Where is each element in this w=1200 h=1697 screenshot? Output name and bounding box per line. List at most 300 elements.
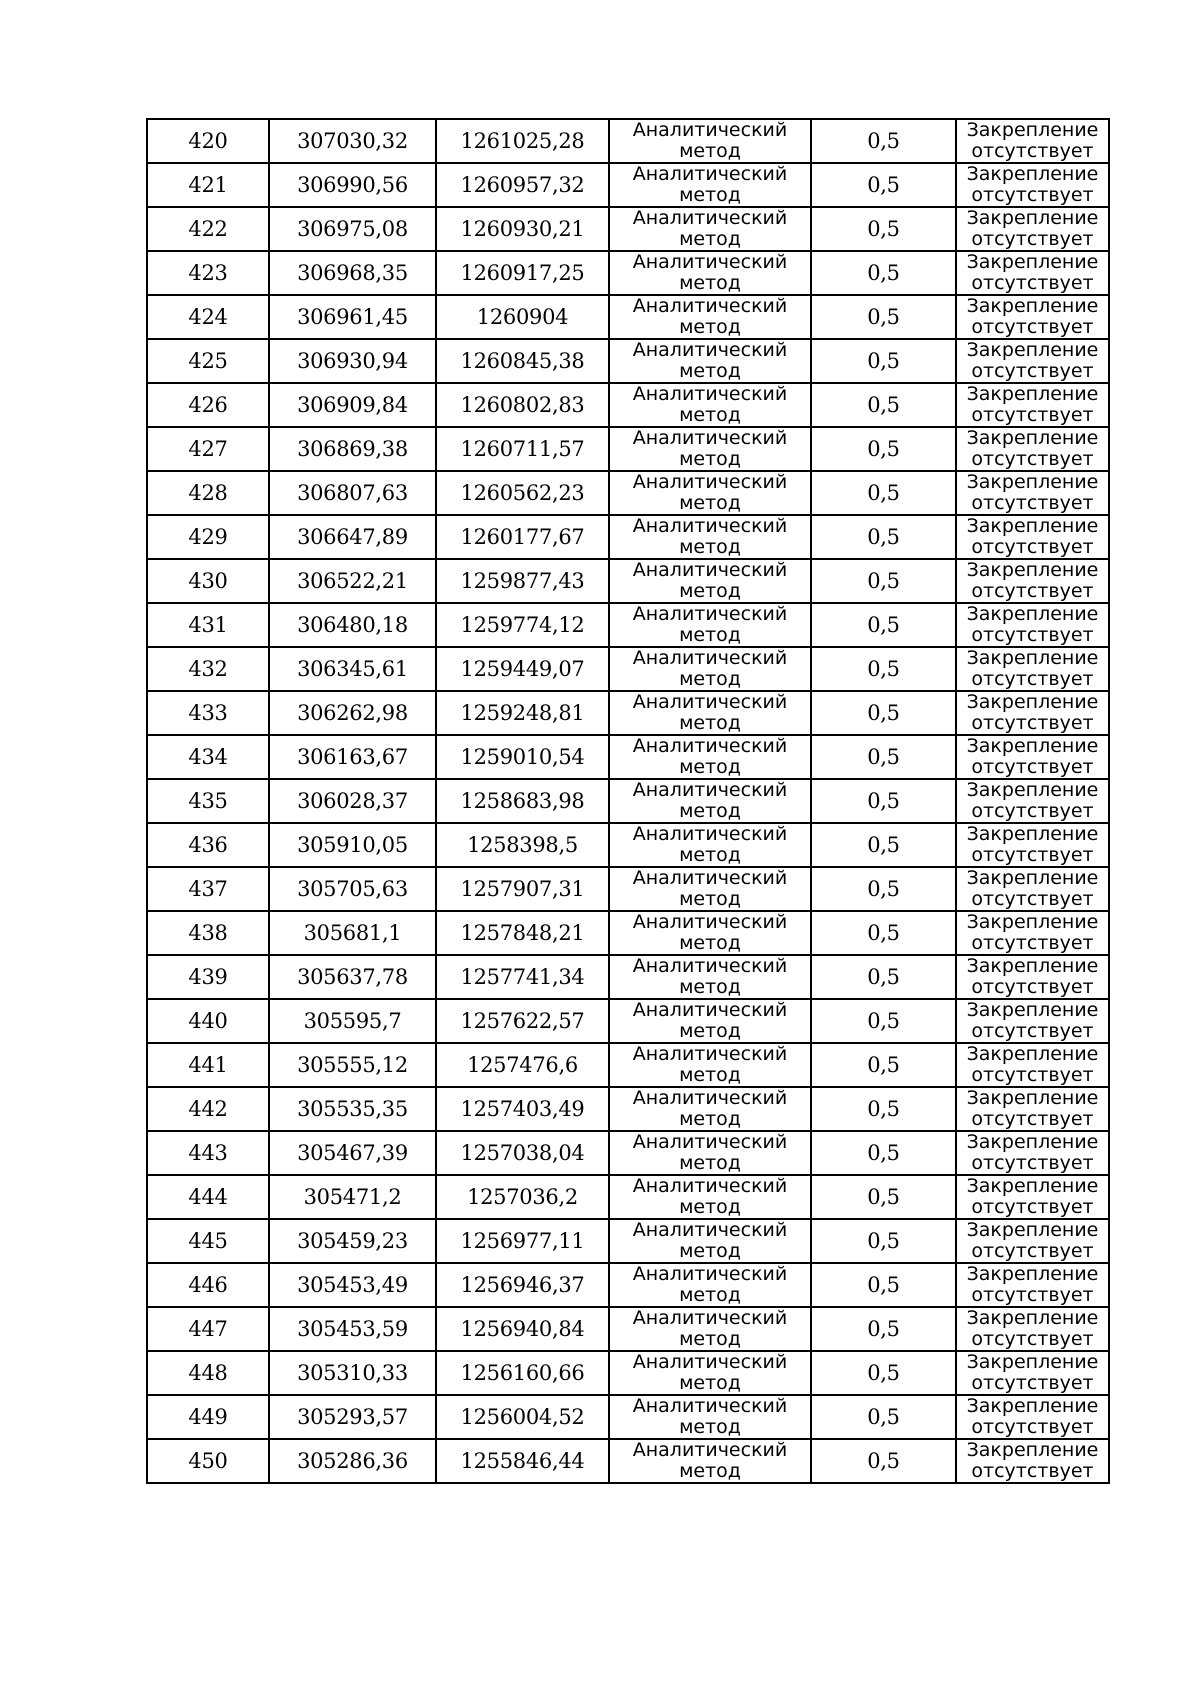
point-number-cell: 424 — [147, 295, 269, 339]
fixing-cell — [956, 383, 1109, 427]
fixing-cell-line-2: отсутствует — [971, 1284, 1094, 1306]
x-coordinate-cell: 306968,35 — [269, 251, 436, 295]
x-coordinate-cell: 305459,23 — [269, 1219, 436, 1263]
method-cell-line-2: метод — [679, 1196, 741, 1218]
fixing-cell-line-1: Закрепление — [966, 999, 1099, 1021]
table-row — [147, 779, 1109, 823]
x-coordinate-cell: 306930,94 — [269, 339, 436, 383]
accuracy-cell: 0,5 — [811, 383, 956, 427]
y-coordinate-cell: 1261025,28 — [436, 119, 609, 163]
method-cell-line-2: метод — [679, 668, 741, 690]
method-cell-line-1: Аналитический — [632, 603, 788, 625]
method-cell-line-2: метод — [679, 1020, 741, 1042]
method-cell — [609, 779, 811, 823]
fixing-cell-line-2: отсутствует — [971, 228, 1094, 250]
method-cell-line-2: метод — [679, 1284, 741, 1306]
accuracy-cell: 0,5 — [811, 163, 956, 207]
y-coordinate-cell: 1260930,21 — [436, 207, 609, 251]
x-coordinate-cell: 306262,98 — [269, 691, 436, 735]
fixing-cell-line-2: отсутствует — [971, 800, 1094, 822]
method-cell-line-1: Аналитический — [632, 471, 788, 493]
method-cell-line-1: Аналитический — [632, 383, 788, 405]
y-coordinate-cell: 1257907,31 — [436, 867, 609, 911]
fixing-cell-line-1: Закрепление — [966, 1175, 1099, 1197]
accuracy-cell: 0,5 — [811, 1087, 956, 1131]
fixing-cell-line-1: Закрепление — [966, 1395, 1099, 1417]
method-cell-line-1: Аналитический — [632, 955, 788, 977]
x-coordinate-cell: 305310,33 — [269, 1351, 436, 1395]
method-cell-line-2: метод — [679, 492, 741, 514]
method-cell-line-1: Аналитический — [632, 339, 788, 361]
method-cell — [609, 1087, 811, 1131]
point-number-cell: 440 — [147, 999, 269, 1043]
accuracy-cell: 0,5 — [811, 339, 956, 383]
fixing-cell-line-2: отсутствует — [971, 668, 1094, 690]
point-number-cell: 426 — [147, 383, 269, 427]
table-row — [147, 1439, 1109, 1483]
fixing-cell — [956, 1351, 1109, 1395]
accuracy-cell: 0,5 — [811, 691, 956, 735]
method-cell — [609, 1307, 811, 1351]
fixing-cell-line-1: Закрепление — [966, 119, 1099, 141]
accuracy-cell: 0,5 — [811, 779, 956, 823]
method-cell-line-2: метод — [679, 580, 741, 602]
method-cell-line-1: Аналитический — [632, 295, 788, 317]
method-cell-line-1: Аналитический — [632, 515, 788, 537]
point-number-cell: 425 — [147, 339, 269, 383]
fixing-cell-line-2: отсутствует — [971, 536, 1094, 558]
y-coordinate-cell: 1260917,25 — [436, 251, 609, 295]
method-cell — [609, 1263, 811, 1307]
fixing-cell-line-1: Закрепление — [966, 603, 1099, 625]
method-cell — [609, 1395, 811, 1439]
y-coordinate-cell: 1259877,43 — [436, 559, 609, 603]
fixing-cell-line-1: Закрепление — [966, 471, 1099, 493]
method-cell-line-1: Аналитический — [632, 823, 788, 845]
method-cell-line-2: метод — [679, 140, 741, 162]
fixing-cell-line-2: отсутствует — [971, 932, 1094, 954]
fixing-cell-line-2: отсутствует — [971, 624, 1094, 646]
method-cell — [609, 427, 811, 471]
accuracy-cell: 0,5 — [811, 1219, 956, 1263]
y-coordinate-cell: 1256977,11 — [436, 1219, 609, 1263]
fixing-cell-line-1: Закрепление — [966, 691, 1099, 713]
accuracy-cell: 0,5 — [811, 515, 956, 559]
fixing-cell-line-1: Закрепление — [966, 867, 1099, 889]
y-coordinate-cell: 1257403,49 — [436, 1087, 609, 1131]
table-row — [147, 1351, 1109, 1395]
x-coordinate-cell: 306909,84 — [269, 383, 436, 427]
point-number-cell: 429 — [147, 515, 269, 559]
fixing-cell — [956, 515, 1109, 559]
method-cell-line-1: Аналитический — [632, 251, 788, 273]
method-cell — [609, 911, 811, 955]
method-cell-line-1: Аналитический — [632, 1307, 788, 1329]
method-cell — [609, 1175, 811, 1219]
fixing-cell — [956, 163, 1109, 207]
x-coordinate-cell: 306028,37 — [269, 779, 436, 823]
fixing-cell-line-1: Закрепление — [966, 515, 1099, 537]
y-coordinate-cell: 1255846,44 — [436, 1439, 609, 1483]
method-cell — [609, 251, 811, 295]
accuracy-cell: 0,5 — [811, 647, 956, 691]
method-cell-line-1: Аналитический — [632, 1043, 788, 1065]
y-coordinate-cell: 1257848,21 — [436, 911, 609, 955]
table-row — [147, 647, 1109, 691]
accuracy-cell: 0,5 — [811, 1043, 956, 1087]
x-coordinate-cell: 306647,89 — [269, 515, 436, 559]
x-coordinate-cell: 305910,05 — [269, 823, 436, 867]
x-coordinate-cell: 305453,49 — [269, 1263, 436, 1307]
method-cell — [609, 295, 811, 339]
method-cell-line-2: метод — [679, 272, 741, 294]
fixing-cell-line-2: отсутствует — [971, 976, 1094, 998]
method-cell-line-2: метод — [679, 624, 741, 646]
fixing-cell — [956, 1439, 1109, 1483]
point-number-cell: 438 — [147, 911, 269, 955]
table-row — [147, 1395, 1109, 1439]
y-coordinate-cell: 1260562,23 — [436, 471, 609, 515]
table-row — [147, 119, 1109, 163]
point-number-cell: 431 — [147, 603, 269, 647]
fixing-cell-line-1: Закрепление — [966, 1439, 1099, 1461]
method-cell-line-2: метод — [679, 976, 741, 998]
x-coordinate-cell: 306961,45 — [269, 295, 436, 339]
fixing-cell-line-2: отсутствует — [971, 1152, 1094, 1174]
accuracy-cell: 0,5 — [811, 1175, 956, 1219]
method-cell — [609, 1043, 811, 1087]
fixing-cell — [956, 867, 1109, 911]
x-coordinate-cell: 306345,61 — [269, 647, 436, 691]
point-number-cell: 439 — [147, 955, 269, 999]
table-row — [147, 383, 1109, 427]
table-row — [147, 559, 1109, 603]
table-row — [147, 955, 1109, 999]
table-row — [147, 1131, 1109, 1175]
accuracy-cell: 0,5 — [811, 1351, 956, 1395]
point-number-cell: 434 — [147, 735, 269, 779]
y-coordinate-cell: 1258683,98 — [436, 779, 609, 823]
fixing-cell — [956, 1131, 1109, 1175]
method-cell-line-1: Аналитический — [632, 999, 788, 1021]
fixing-cell-line-1: Закрепление — [966, 207, 1099, 229]
y-coordinate-cell: 1259774,12 — [436, 603, 609, 647]
method-cell-line-2: метод — [679, 1108, 741, 1130]
x-coordinate-cell: 305286,36 — [269, 1439, 436, 1483]
y-coordinate-cell: 1260177,67 — [436, 515, 609, 559]
fixing-cell-line-1: Закрепление — [966, 383, 1099, 405]
fixing-cell-line-1: Закрепление — [966, 823, 1099, 845]
y-coordinate-cell: 1257038,04 — [436, 1131, 609, 1175]
fixing-cell — [956, 603, 1109, 647]
fixing-cell-line-1: Закрепление — [966, 1131, 1099, 1153]
method-cell-line-2: метод — [679, 756, 741, 778]
point-number-cell: 446 — [147, 1263, 269, 1307]
method-cell — [609, 163, 811, 207]
method-cell-line-2: метод — [679, 184, 741, 206]
fixing-cell-line-1: Закрепление — [966, 295, 1099, 317]
x-coordinate-cell: 305293,57 — [269, 1395, 436, 1439]
method-cell-line-1: Аналитический — [632, 867, 788, 889]
fixing-cell-line-1: Закрепление — [966, 559, 1099, 581]
x-coordinate-cell: 305453,59 — [269, 1307, 436, 1351]
fixing-cell-line-2: отсутствует — [971, 1108, 1094, 1130]
fixing-cell-line-2: отсутствует — [971, 888, 1094, 910]
method-cell — [609, 471, 811, 515]
method-cell-line-2: метод — [679, 888, 741, 910]
method-cell — [609, 207, 811, 251]
y-coordinate-cell: 1258398,5 — [436, 823, 609, 867]
method-cell — [609, 691, 811, 735]
fixing-cell-line-1: Закрепление — [966, 251, 1099, 273]
accuracy-cell: 0,5 — [811, 251, 956, 295]
method-cell — [609, 515, 811, 559]
method-cell-line-2: метод — [679, 1240, 741, 1262]
y-coordinate-cell: 1257476,6 — [436, 1043, 609, 1087]
table-row — [147, 471, 1109, 515]
fixing-cell — [956, 911, 1109, 955]
table-row — [147, 1219, 1109, 1263]
method-cell-line-2: метод — [679, 844, 741, 866]
fixing-cell — [956, 1087, 1109, 1131]
fixing-cell — [956, 339, 1109, 383]
y-coordinate-cell: 1256940,84 — [436, 1307, 609, 1351]
x-coordinate-cell: 306807,63 — [269, 471, 436, 515]
point-number-cell: 437 — [147, 867, 269, 911]
method-cell-line-2: метод — [679, 404, 741, 426]
x-coordinate-cell: 306480,18 — [269, 603, 436, 647]
fixing-cell — [956, 1219, 1109, 1263]
method-cell-line-1: Аналитический — [632, 119, 788, 141]
fixing-cell-line-2: отсутствует — [971, 140, 1094, 162]
method-cell-line-1: Аналитический — [632, 779, 788, 801]
x-coordinate-cell: 305471,2 — [269, 1175, 436, 1219]
fixing-cell-line-1: Закрепление — [966, 1263, 1099, 1285]
fixing-cell — [956, 295, 1109, 339]
x-coordinate-cell: 307030,32 — [269, 119, 436, 163]
method-cell — [609, 1351, 811, 1395]
fixing-cell — [956, 427, 1109, 471]
y-coordinate-cell: 1256160,66 — [436, 1351, 609, 1395]
method-cell-line-2: метод — [679, 448, 741, 470]
method-cell — [609, 647, 811, 691]
fixing-cell-line-1: Закрепление — [966, 647, 1099, 669]
point-number-cell: 432 — [147, 647, 269, 691]
fixing-cell — [956, 471, 1109, 515]
accuracy-cell: 0,5 — [811, 1263, 956, 1307]
x-coordinate-cell: 305555,12 — [269, 1043, 436, 1087]
method-cell — [609, 1219, 811, 1263]
x-coordinate-cell: 305535,35 — [269, 1087, 436, 1131]
table-row — [147, 163, 1109, 207]
fixing-cell-line-2: отсутствует — [971, 580, 1094, 602]
point-number-cell: 433 — [147, 691, 269, 735]
method-cell-line-2: метод — [679, 1416, 741, 1438]
method-cell — [609, 119, 811, 163]
method-cell-line-2: метод — [679, 360, 741, 382]
point-number-cell: 449 — [147, 1395, 269, 1439]
method-cell-line-1: Аналитический — [632, 1263, 788, 1285]
method-cell-line-2: метод — [679, 1460, 741, 1482]
fixing-cell — [956, 559, 1109, 603]
fixing-cell — [956, 1307, 1109, 1351]
fixing-cell — [956, 1395, 1109, 1439]
table-row — [147, 1087, 1109, 1131]
x-coordinate-cell: 306975,08 — [269, 207, 436, 251]
method-cell-line-1: Аналитический — [632, 559, 788, 581]
fixing-cell-line-2: отсутствует — [971, 844, 1094, 866]
coordinates-table-body — [147, 119, 1109, 1483]
accuracy-cell: 0,5 — [811, 955, 956, 999]
method-cell-line-1: Аналитический — [632, 735, 788, 757]
table-row — [147, 427, 1109, 471]
x-coordinate-cell: 306163,67 — [269, 735, 436, 779]
fixing-cell-line-2: отсутствует — [971, 316, 1094, 338]
fixing-cell — [956, 999, 1109, 1043]
accuracy-cell: 0,5 — [811, 735, 956, 779]
method-cell-line-1: Аналитический — [632, 1351, 788, 1373]
fixing-cell-line-2: отсутствует — [971, 1416, 1094, 1438]
y-coordinate-cell: 1260904 — [436, 295, 609, 339]
table-row — [147, 603, 1109, 647]
table-row — [147, 1307, 1109, 1351]
fixing-cell-line-1: Закрепление — [966, 427, 1099, 449]
table-row — [147, 735, 1109, 779]
fixing-cell-line-2: отсутствует — [971, 404, 1094, 426]
fixing-cell-line-2: отсутствует — [971, 1328, 1094, 1350]
method-cell-line-2: метод — [679, 536, 741, 558]
x-coordinate-cell: 306522,21 — [269, 559, 436, 603]
method-cell — [609, 735, 811, 779]
point-number-cell: 430 — [147, 559, 269, 603]
y-coordinate-cell: 1260711,57 — [436, 427, 609, 471]
y-coordinate-cell: 1260845,38 — [436, 339, 609, 383]
x-coordinate-cell: 305467,39 — [269, 1131, 436, 1175]
fixing-cell — [956, 119, 1109, 163]
method-cell-line-2: метод — [679, 932, 741, 954]
coordinates-table — [146, 118, 1110, 1484]
accuracy-cell: 0,5 — [811, 295, 956, 339]
method-cell-line-1: Аналитический — [632, 647, 788, 669]
fixing-cell — [956, 691, 1109, 735]
fixing-cell-line-1: Закрепление — [966, 1307, 1099, 1329]
fixing-cell — [956, 779, 1109, 823]
fixing-cell-line-2: отсутствует — [971, 1372, 1094, 1394]
accuracy-cell: 0,5 — [811, 867, 956, 911]
point-number-cell: 448 — [147, 1351, 269, 1395]
method-cell — [609, 999, 811, 1043]
table-row — [147, 295, 1109, 339]
accuracy-cell: 0,5 — [811, 823, 956, 867]
point-number-cell: 423 — [147, 251, 269, 295]
fixing-cell-line-2: отсутствует — [971, 1196, 1094, 1218]
fixing-cell-line-2: отсутствует — [971, 184, 1094, 206]
table-row — [147, 823, 1109, 867]
accuracy-cell: 0,5 — [811, 427, 956, 471]
point-number-cell: 428 — [147, 471, 269, 515]
fixing-cell-line-2: отсутствует — [971, 1460, 1094, 1482]
fixing-cell — [956, 955, 1109, 999]
point-number-cell: 442 — [147, 1087, 269, 1131]
method-cell-line-1: Аналитический — [632, 163, 788, 185]
method-cell — [609, 1439, 811, 1483]
y-coordinate-cell: 1257036,2 — [436, 1175, 609, 1219]
point-number-cell: 427 — [147, 427, 269, 471]
method-cell-line-1: Аналитический — [632, 1395, 788, 1417]
fixing-cell-line-2: отсутствует — [971, 360, 1094, 382]
fixing-cell-line-1: Закрепление — [966, 339, 1099, 361]
point-number-cell: 444 — [147, 1175, 269, 1219]
table-row — [147, 691, 1109, 735]
method-cell-line-2: метод — [679, 1372, 741, 1394]
accuracy-cell: 0,5 — [811, 911, 956, 955]
fixing-cell-line-2: отсутствует — [971, 492, 1094, 514]
table-row — [147, 911, 1109, 955]
y-coordinate-cell: 1259010,54 — [436, 735, 609, 779]
point-number-cell: 435 — [147, 779, 269, 823]
table-row — [147, 867, 1109, 911]
fixing-cell-line-1: Закрепление — [966, 163, 1099, 185]
fixing-cell — [956, 647, 1109, 691]
method-cell — [609, 339, 811, 383]
fixing-cell-line-2: отсутствует — [971, 1020, 1094, 1042]
method-cell-line-1: Аналитический — [632, 1087, 788, 1109]
table-row — [147, 1043, 1109, 1087]
y-coordinate-cell: 1256004,52 — [436, 1395, 609, 1439]
accuracy-cell: 0,5 — [811, 1131, 956, 1175]
method-cell-line-1: Аналитический — [632, 1175, 788, 1197]
fixing-cell — [956, 735, 1109, 779]
y-coordinate-cell: 1260802,83 — [436, 383, 609, 427]
fixing-cell-line-2: отсутствует — [971, 1240, 1094, 1262]
point-number-cell: 447 — [147, 1307, 269, 1351]
method-cell-line-1: Аналитический — [632, 691, 788, 713]
point-number-cell: 421 — [147, 163, 269, 207]
fixing-cell-line-2: отсутствует — [971, 712, 1094, 734]
point-number-cell: 422 — [147, 207, 269, 251]
x-coordinate-cell: 305595,7 — [269, 999, 436, 1043]
fixing-cell — [956, 1263, 1109, 1307]
point-number-cell: 420 — [147, 119, 269, 163]
fixing-cell-line-2: отсутствует — [971, 448, 1094, 470]
y-coordinate-cell: 1259449,07 — [436, 647, 609, 691]
method-cell-line-2: метод — [679, 316, 741, 338]
method-cell-line-1: Аналитический — [632, 1131, 788, 1153]
method-cell-line-2: метод — [679, 712, 741, 734]
method-cell — [609, 867, 811, 911]
fixing-cell-line-1: Закрепление — [966, 911, 1099, 933]
fixing-cell — [956, 823, 1109, 867]
fixing-cell-line-2: отсутствует — [971, 272, 1094, 294]
x-coordinate-cell: 306869,38 — [269, 427, 436, 471]
fixing-cell-line-1: Закрепление — [966, 1219, 1099, 1241]
table-row — [147, 515, 1109, 559]
table-row — [147, 207, 1109, 251]
fixing-cell-line-1: Закрепление — [966, 1043, 1099, 1065]
fixing-cell-line-1: Закрепление — [966, 955, 1099, 977]
method-cell-line-1: Аналитический — [632, 1439, 788, 1461]
method-cell — [609, 603, 811, 647]
accuracy-cell: 0,5 — [811, 471, 956, 515]
method-cell-line-2: метод — [679, 1152, 741, 1174]
accuracy-cell: 0,5 — [811, 207, 956, 251]
y-coordinate-cell: 1257741,34 — [436, 955, 609, 999]
x-coordinate-cell: 305681,1 — [269, 911, 436, 955]
x-coordinate-cell: 306990,56 — [269, 163, 436, 207]
method-cell — [609, 1131, 811, 1175]
table-row — [147, 999, 1109, 1043]
accuracy-cell: 0,5 — [811, 1307, 956, 1351]
